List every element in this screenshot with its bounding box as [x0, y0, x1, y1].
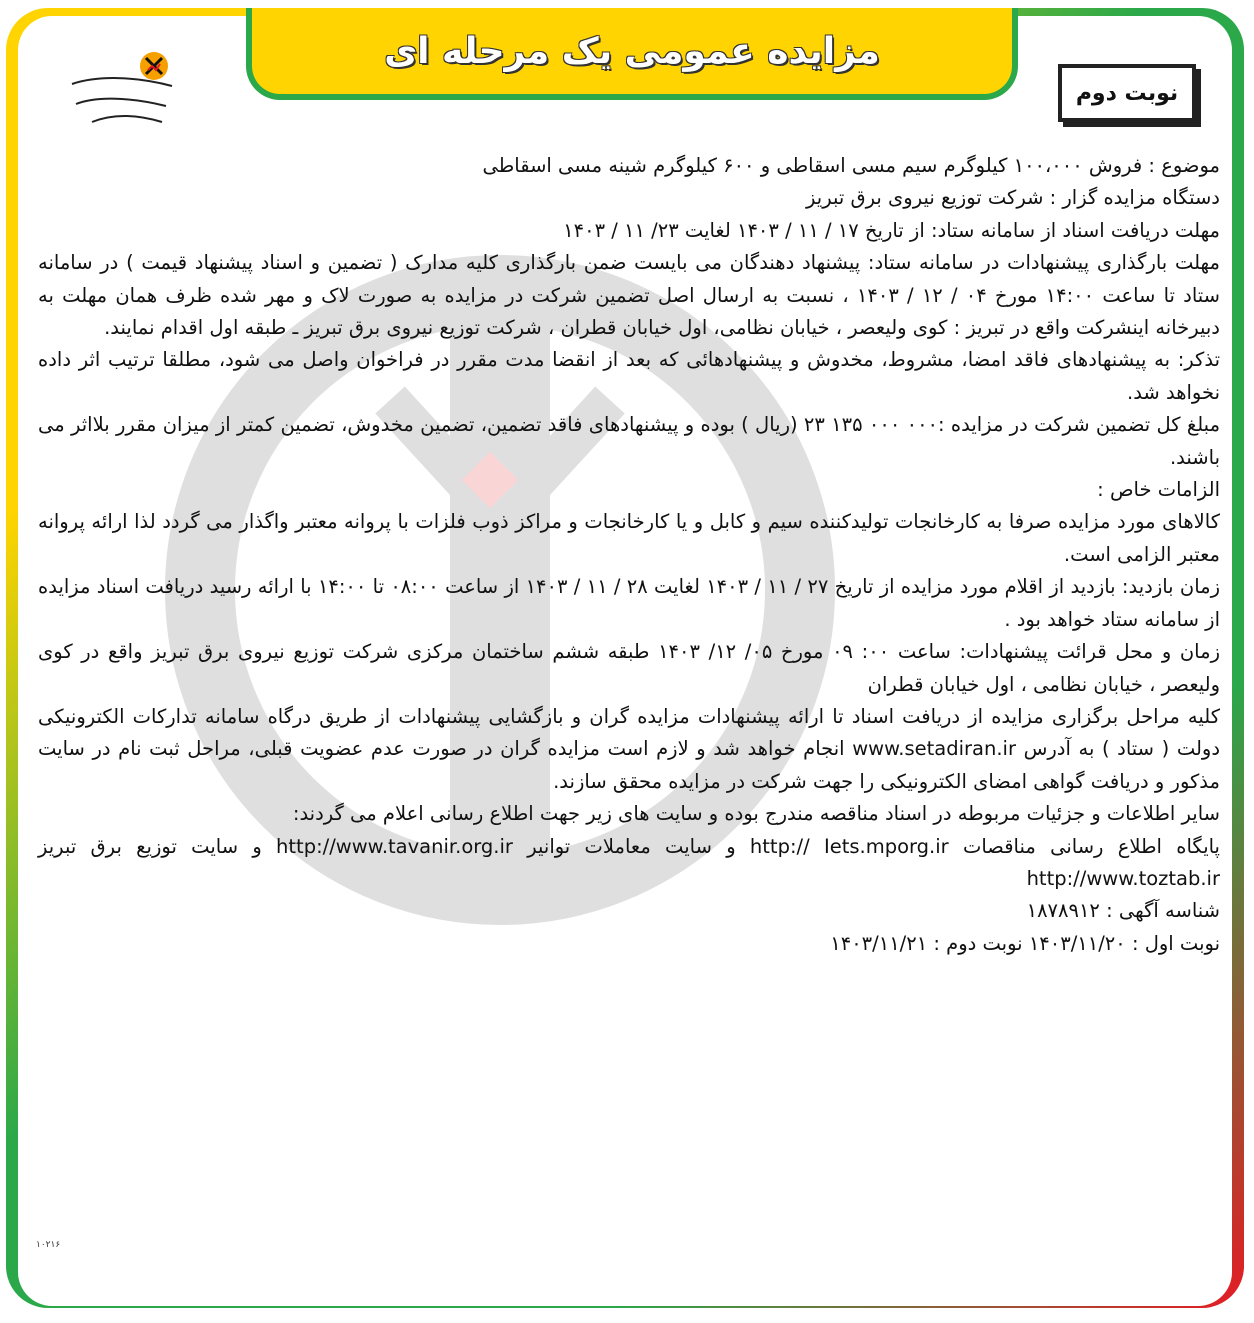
iets-link[interactable]: http:// Iets.mporg.ir: [749, 834, 949, 858]
company-logo: [62, 44, 182, 134]
upload-deadline-paragraph: مهلت بارگذاری پیشنهادات در سامانه ستاد: پیشنهاد دهندگان می بایست ضمن بارگذاری کلیه مدارک ( تضمین و اسناد پیشنهاد قیمت ) در سامانه ستاد تا ساعت ۱۴:۰۰ مورخ ۰۴ / ۱۲ / ۱۴۰۳ ، نسبت به ارسال اصل تضمین شرکت در مزایده به صورت لاک و مهر شده ظرف همان مهلت به دبیرخانه اینشرکت واقع در تبریز : کوی ولیعصر ، خیابان نظامی، اول خیابان قطران ، شرکت توزیع نیروی برق تبریز ـ طبقه اول اقدام نمایند.: [38, 251, 1221, 340]
electric-tower-icon: [62, 44, 182, 134]
page-title: مزایده عمومی یک مرحله ای: [384, 30, 880, 72]
sites-text-c: و سایت توزیع برق تبریز: [38, 834, 262, 858]
subject-line: موضوع : فروش ۱۰۰،۰۰۰ کیلوگرم سیم مسی اسقاطی و ۶۰۰ کیلوگرم شینه مسی اسقاطی: [482, 154, 1220, 177]
other-info-paragraph: سایر اطلاعات و جزئیات مربوطه در اسناد مناقصه مندرج بوده و سایت های زیر جهت اطلاع رسانی اعلام می گردند:: [292, 802, 1220, 826]
setadiran-link[interactable]: www.setadiran.ir: [852, 737, 1016, 761]
round-badge: [1058, 64, 1196, 122]
visit-time-paragraph: زمان بازدید: بازدید از اقلام مورد مزایده از تاریخ ۲۷ / ۱۱ / ۱۴۰۳ لغایت ۲۸ / ۱۱ / ۱۴۰۳ از ساعت ۰۸:۰۰ تا ۱۴:۰۰ با ارائه رسید دریافت اسناد مزایده از سامانه ستاد خواهد بود .: [38, 575, 1221, 631]
notice-body: [38, 150, 1220, 960]
round-label: نوبت دوم: [1075, 80, 1179, 106]
guarantee-paragraph: مبلغ کل تضمین شرکت در مزایده :۰۰۰ ۰۰۰ ۱۳۵ ۲۳ (ریال ) بوده و پیشنهادهای فاقد تضمین، تضمین مخدوش، تضمین کمتر از میزان مقرر بلااثر می باشند.: [38, 413, 1221, 469]
reminder-paragraph: تذکر: به پیشنهادهای فاقد امضا، مشروط، مخدوش و پیشنهادهائی که بعد از انقضا مدت مقرر در فراخوان واصل می شود، مطلقا ترتیب اثر داده نخواهد شد.: [38, 348, 1220, 404]
special-requirements-paragraph: کالاهای مورد مزایده صرفا به کارخانجات تولیدکننده سیم و کابل و یا کارخانجات و مراکز ذوب فلزات با پروانه معتبر واگذار می گردد لذا ارائه پروانه معتبر الزامی است.: [38, 510, 1220, 566]
procedure-text-b: انجام خواهد شد و لازم است مزایده گران در صورت عدم عضویت قبلی، مراحل ثبت نام در سایت مذکور و دریافت گواهی امضای الکترونیکی را جهت شرکت در مزایده محقق سازند.: [38, 737, 1220, 793]
special-requirements-heading: الزامات خاص :: [1097, 478, 1220, 502]
doc-deadline-line: مهلت دریافت اسناد از سامانه ستاد: از تاریخ ۱۷ / ۱۱ / ۱۴۰۳ لغایت ۲۳/ ۱۱ / ۱۴۰۳: [563, 218, 1220, 242]
sites-paragraph: [38, 831, 1220, 896]
tavanir-link[interactable]: http://www.tavanir.org.ir: [276, 834, 513, 858]
ad-id-line: شناسه آگهی : ۱۸۷۸۹۱۲: [1026, 899, 1220, 923]
side-code: ۱۰۲۱۶: [36, 1240, 61, 1250]
sites-text-b: و سایت معاملات توانیر: [527, 834, 736, 858]
publish-dates-line: نوبت اول : ۱۴۰۳/۱۱/۲۰ نوبت دوم : ۱۴۰۳/۱۱/۲۱: [830, 931, 1220, 955]
title-banner: [246, 8, 1018, 100]
sites-text-a: پایگاه اطلاع رسانی مناقصات: [963, 834, 1220, 858]
procedure-text-a: کلیه مراحل برگزاری مزایده از دریافت اسناد تا ارائه پیشنهادات مزایده گران و بازگشایی پیشنهادات از طریق درگاه سامانه تدارکات الکترونیکی دولت ( ستاد ) به آدرس: [38, 704, 1221, 761]
organizer-line: دستگاه مزایده گزار : شرکت توزیع نیروی برق تبریز: [806, 186, 1220, 210]
opening-paragraph: زمان و محل قرائت پیشنهادات: ساعت ۰۰: ۰۹ مورخ ۰۵/ ۱۲/ ۱۴۰۳ طبقه ششم ساختمان مرکزی شرکت توزیع نیروی برق تبریز واقع در کوی ولیعصر ، خیابان نظامی ، اول خیابان قطران: [38, 640, 1220, 696]
procedure-paragraph: [38, 701, 1220, 798]
toztab-link[interactable]: http://www.toztab.ir: [1026, 866, 1220, 890]
